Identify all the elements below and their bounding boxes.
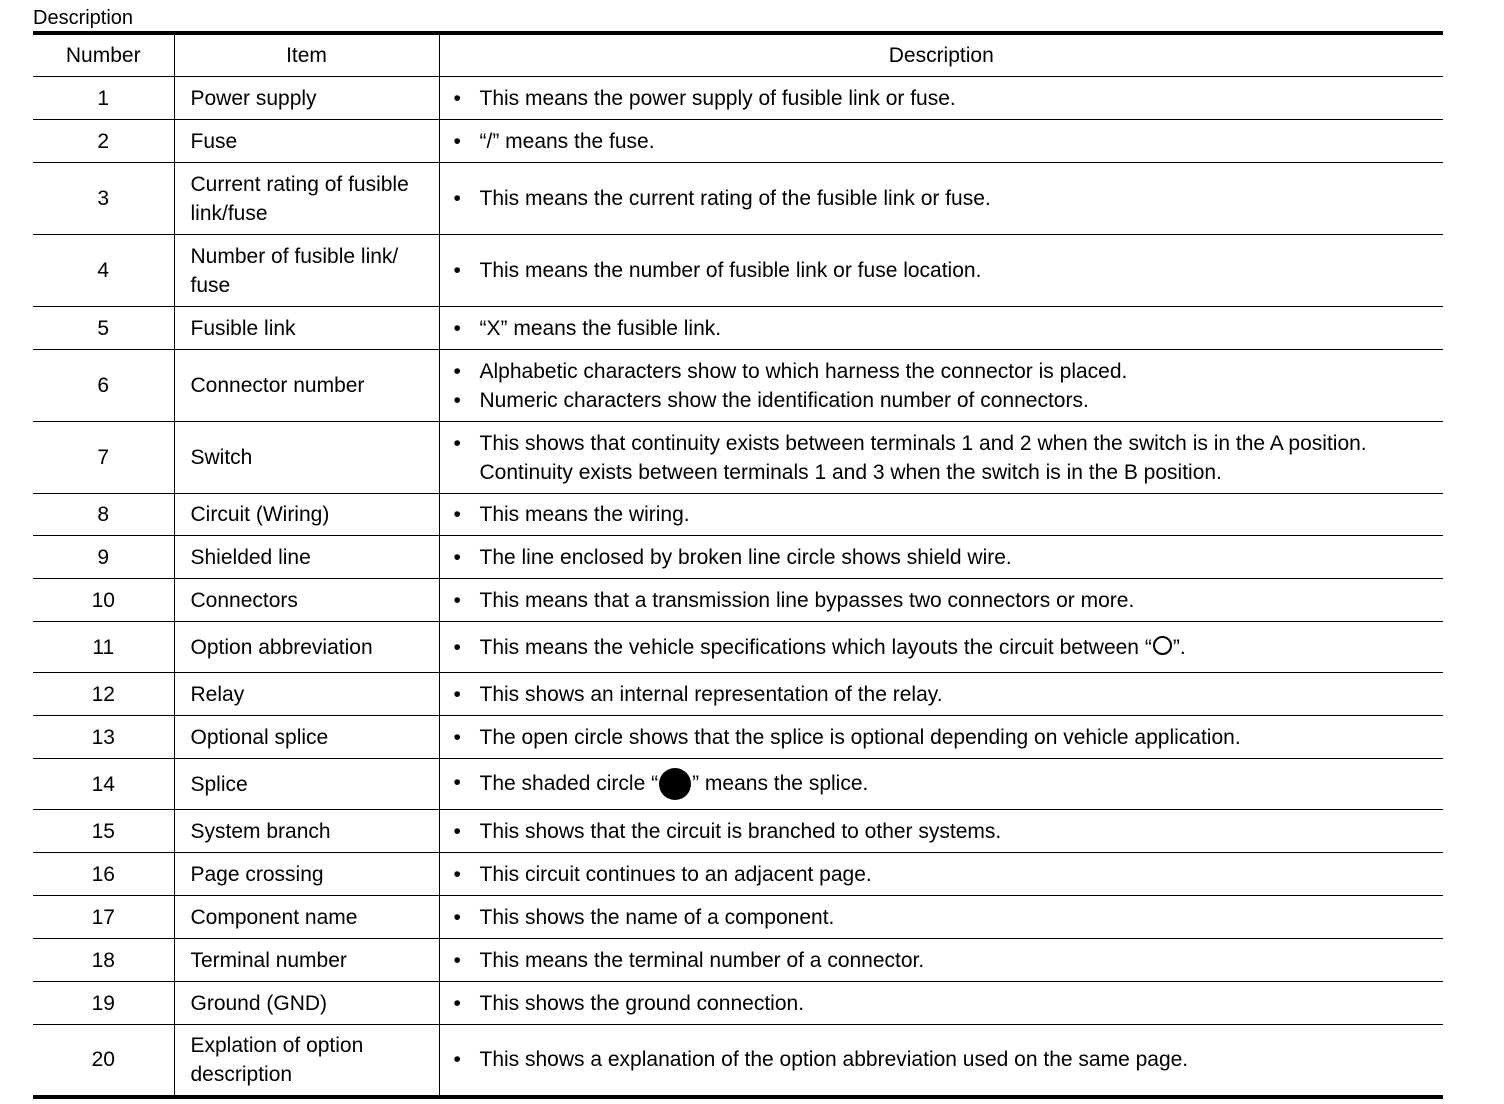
row-number: 2 [33, 120, 174, 163]
description-line [454, 184, 1436, 213]
bullet-icon: • [453, 388, 461, 412]
description-line [454, 860, 1436, 889]
row-description [439, 422, 1443, 494]
bullet-icon: • [453, 359, 461, 383]
row-item: System branch [174, 810, 439, 853]
row-item: Option abbreviation [174, 622, 439, 673]
row-item: Fuse [174, 120, 439, 163]
row-description [439, 536, 1443, 579]
row-description [439, 853, 1443, 896]
filled-circle-icon [659, 768, 691, 800]
row-number: 1 [33, 77, 174, 120]
table-row [33, 235, 1443, 307]
column-header-item: Item [174, 33, 439, 77]
description-text: ”. [1172, 635, 1186, 659]
description-line [454, 817, 1436, 846]
row-number: 6 [33, 350, 174, 422]
table-row [33, 853, 1443, 896]
column-header-description: Description [439, 33, 1443, 77]
row-description [439, 120, 1443, 163]
row-item: Component name [174, 896, 439, 939]
description-line [454, 84, 1436, 113]
row-item: Circuit (Wiring) [174, 494, 439, 536]
row-item: Optional splice [174, 716, 439, 759]
description-text: ” means the splice. [692, 772, 869, 795]
table-row [33, 673, 1443, 716]
description-text: This means the wiring. [479, 503, 690, 526]
description-text: Alphabetic characters show to which harness the connector is placed. [479, 359, 1128, 383]
row-number: 10 [33, 579, 174, 622]
table-row [33, 810, 1443, 853]
description-line [454, 127, 1436, 156]
description-line [454, 386, 1436, 415]
row-number: 11 [33, 622, 174, 673]
row-description [439, 77, 1443, 120]
table-row [33, 622, 1443, 673]
row-number: 8 [33, 494, 174, 536]
row-description [439, 622, 1443, 673]
table-row [33, 350, 1443, 422]
row-number: 15 [33, 810, 174, 853]
description-line [454, 903, 1436, 932]
bullet-icon: • [453, 991, 461, 1015]
row-number: 13 [33, 716, 174, 759]
row-description [439, 716, 1443, 759]
table-row [33, 896, 1443, 939]
description-text: This means the number of fusible link or fuse location. [479, 259, 982, 282]
table-row [33, 120, 1443, 163]
bullet-icon: • [453, 1048, 461, 1072]
row-item: Number of fusible link/ fuse [174, 235, 439, 307]
row-item: Ground (GND) [174, 982, 439, 1025]
row-item: Connectors [174, 579, 439, 622]
row-number: 3 [33, 163, 174, 235]
table-row [33, 939, 1443, 982]
row-number: 12 [33, 673, 174, 716]
description-line [454, 314, 1436, 343]
table-row [33, 536, 1443, 579]
description-line [454, 633, 1436, 662]
description-text: This shows that continuity exists between terminals 1 and 2 when the switch is in the A position. Continuity exists between terminals 1 and 3 when the switch is in the B position. [479, 431, 1367, 484]
column-header-number: Number [33, 33, 174, 77]
row-number: 17 [33, 896, 174, 939]
description-line [454, 1045, 1436, 1074]
bullet-icon: • [453, 862, 461, 886]
section-title: Description [33, 7, 134, 29]
row-description [439, 939, 1443, 982]
description-text: This means the terminal number of a connector. [479, 948, 925, 972]
row-item: Relay [174, 673, 439, 716]
row-description [439, 494, 1443, 536]
table-row [33, 307, 1443, 350]
bullet-icon: • [453, 86, 461, 110]
description-text: “X” means the fusible link. [479, 316, 722, 340]
row-item: Explation of option description [174, 1025, 439, 1097]
description-text: This means the current rating of the fusible link or fuse. [479, 187, 991, 210]
bullet-icon: • [453, 819, 461, 843]
table-row [33, 494, 1443, 536]
bullet-icon: • [453, 187, 461, 210]
bullet-icon: • [453, 725, 461, 749]
description-line [454, 680, 1436, 709]
bullet-icon: • [453, 948, 461, 972]
row-number: 4 [33, 235, 174, 307]
row-description [439, 307, 1443, 350]
row-description [439, 759, 1443, 810]
row-item: Page crossing [174, 853, 439, 896]
description-text: This shows the name of a component. [479, 905, 835, 929]
row-item: Fusible link [174, 307, 439, 350]
description-line [454, 989, 1436, 1018]
row-item: Switch [174, 422, 439, 494]
row-number: 5 [33, 307, 174, 350]
description-line [454, 723, 1436, 752]
description-text: This shows an internal representation of the relay. [479, 682, 943, 706]
description-text: Numeric characters show the identification number of connectors. [479, 388, 1089, 412]
description-text: This shows the ground connection. [479, 991, 805, 1015]
bullet-icon: • [453, 588, 461, 612]
table-row [33, 716, 1443, 759]
row-number: 18 [33, 939, 174, 982]
row-description [439, 579, 1443, 622]
description-line [454, 429, 1436, 487]
bullet-icon: • [453, 905, 461, 929]
description-line [454, 256, 1436, 285]
row-number: 7 [33, 422, 174, 494]
bullet-icon: • [453, 129, 461, 153]
row-description [439, 673, 1443, 716]
row-number: 19 [33, 982, 174, 1025]
description-line [454, 946, 1436, 975]
description-text: The line enclosed by broken line circle shows shield wire. [479, 545, 1012, 569]
bullet-icon: • [453, 545, 461, 569]
table-row [33, 422, 1443, 494]
bullet-icon: • [453, 682, 461, 706]
row-description [439, 896, 1443, 939]
bullet-icon: • [453, 259, 461, 282]
table-row [33, 1025, 1443, 1097]
row-item: Current rating of fusible link/fuse [174, 163, 439, 235]
description-line [454, 357, 1436, 386]
bullet-icon: • [453, 503, 461, 526]
description-text: This means the power supply of fusible link or fuse. [479, 86, 956, 110]
row-item: Power supply [174, 77, 439, 120]
row-number: 16 [33, 853, 174, 896]
bullet-icon: • [453, 635, 461, 659]
row-item: Shielded line [174, 536, 439, 579]
row-description [439, 810, 1443, 853]
description-text: This shows that the circuit is branched to other systems. [479, 819, 1002, 843]
table-row [33, 982, 1443, 1025]
description-text: The open circle shows that the splice is optional depending on vehicle application. [479, 725, 1241, 749]
row-item: Terminal number [174, 939, 439, 982]
row-description [439, 982, 1443, 1025]
table-body [33, 77, 1443, 1097]
table-row [33, 163, 1443, 235]
row-number: 20 [33, 1025, 174, 1097]
bullet-icon: • [453, 431, 461, 455]
description-table [33, 31, 1443, 1099]
description-text: The shaded circle “ [479, 772, 659, 795]
description-text: This circuit continues to an adjacent page. [479, 862, 872, 886]
description-text: “/” means the fuse. [479, 129, 655, 153]
row-number: 14 [33, 759, 174, 810]
row-description [439, 163, 1443, 235]
table-row [33, 579, 1443, 622]
row-item: Connector number [174, 350, 439, 422]
row-description [439, 1025, 1443, 1097]
row-description [439, 350, 1443, 422]
row-item: Splice [174, 759, 439, 810]
open-circle-icon [1153, 636, 1172, 655]
description-text: This means that a transmission line bypasses two connectors or more. [479, 588, 1135, 612]
description-text: This means the vehicle specifications which layouts the circuit between “ [479, 635, 1152, 659]
table-row [33, 77, 1443, 120]
table-header-row [33, 33, 1443, 77]
row-number: 9 [33, 536, 174, 579]
bullet-icon: • [453, 316, 461, 340]
description-line [454, 586, 1436, 615]
row-description [439, 235, 1443, 307]
description-line [454, 500, 1436, 529]
description-line [454, 543, 1436, 572]
description-line [454, 768, 1436, 800]
table-row [33, 759, 1443, 810]
bullet-icon: • [453, 771, 461, 794]
description-text: This shows a explanation of the option abbreviation used on the same page. [479, 1048, 1189, 1072]
